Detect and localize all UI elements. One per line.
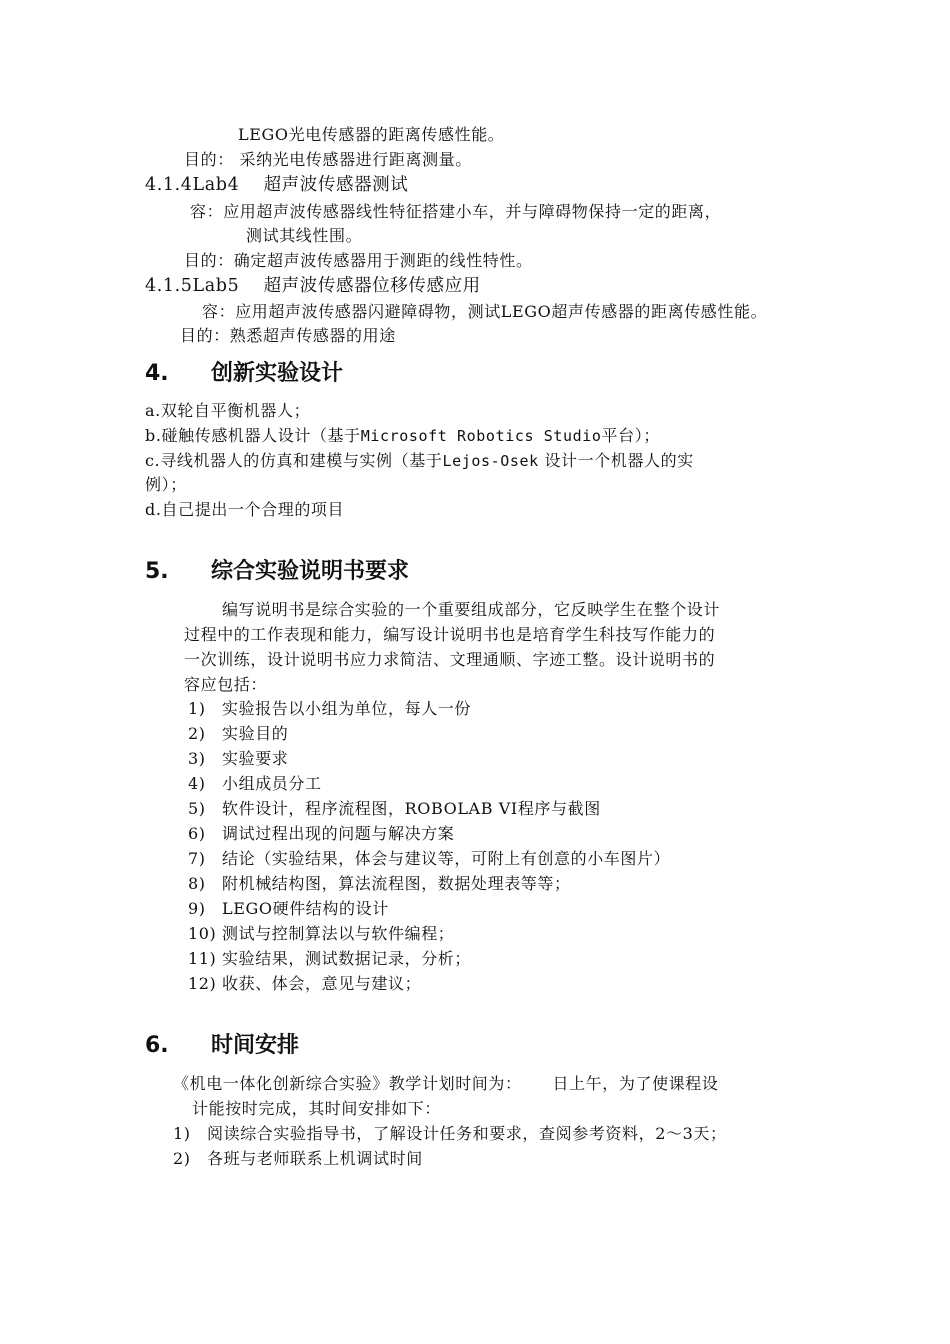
spec-list-item: 7) 结论（实验结果，体会与建议等，可附上有创意的小车图片） [188, 849, 671, 868]
spec-list-item: 12) 收获、体会，意见与建议； [188, 974, 422, 993]
schedule-list-item: 1) 阅读综合实验指导书，了解设计任务和要求，查阅参考资料，2～3天； [173, 1124, 727, 1143]
section-5-heading [145, 559, 409, 585]
innovation-item-b: b.碰触传感机器人设计（基于Microsoft Robotics Studio平台）； [145, 426, 660, 445]
spec-list-item: 6) 调试过程出现的问题与解决方案 [188, 824, 455, 843]
spec-list-item: 8) 附机械结构图，算法流程图，数据处理表等等； [188, 874, 571, 893]
section-6-number: 6. [145, 1033, 169, 1058]
spec-list-item: 4) 小组成员分工 [188, 774, 322, 793]
spec-list-item: 2) 实验目的 [188, 724, 289, 743]
lab3-purpose: 目的： 采纳光电传感器进行距离测量。 [184, 150, 472, 169]
spec-list-item: 10) 测试与控制算法以与软件编程； [188, 924, 455, 943]
innovation-item-a: a.双轮自平衡机器人； [145, 401, 311, 420]
spec-list-item: 11) 实验结果，测试数据记录，分析； [188, 949, 472, 968]
spec-list-item: 3) 实验要求 [188, 749, 289, 768]
section-5-title: 综合实验说明书要求 [211, 559, 410, 584]
innovation-item-c-line2: 例）； [145, 475, 187, 494]
spec-paragraph-line4: 容应包括： [184, 675, 268, 694]
spec-paragraph-line1: 编写说明书是综合实验的一个重要组成部分，它反映学生在整个设计 [222, 600, 721, 619]
lab3-content-continuation: LEGO光电传感器的距离传感性能。 [238, 125, 505, 144]
lab4-title: 4.1.4Lab4 超声波传感器测试 [145, 175, 409, 195]
lab4-content-line1: 容：应用超声波传感器线性特征搭建小车，并与障碍物保持一定的距离， [190, 202, 722, 221]
innovation-item-c-line1: c.寻线机器人的仿真和建模与实例（基于Lejos-Osek 设计一个机器人的实 [145, 451, 694, 470]
lab4-purpose: 目的：确定超声波传感器用于测距的线性特性。 [184, 251, 533, 270]
lab5-purpose: 目的：熟悉超声传感器的用途 [180, 326, 396, 345]
section-4-title: 创新实验设计 [211, 361, 344, 386]
spec-paragraph-line3: 一次训练，设计说明书应力求简洁、文理通顺、字迹工整。设计说明书的 [184, 650, 716, 669]
schedule-paragraph-line1: 《机电一体化创新综合实验》教学计划时间为： 日上午，为了使课程设 [173, 1074, 719, 1093]
spec-list-item: 5) 软件设计，程序流程图，ROBOLAB VI程序与截图 [188, 799, 601, 818]
schedule-list-item: 2) 各班与老师联系上机调试时间 [173, 1149, 423, 1168]
section-6-heading [145, 1033, 299, 1059]
spec-list-item: 9) LEGO硬件结构的设计 [188, 899, 389, 918]
section-4-heading [145, 361, 343, 387]
schedule-paragraph-line2: 计能按时完成，其时间安排如下： [192, 1099, 442, 1118]
lab5-content: 容：应用超声波传感器闪避障碍物，测试LEGO超声传感器的距离传感性能。 [202, 302, 768, 321]
section-6-title: 时间安排 [211, 1033, 300, 1058]
section-5-number: 5. [145, 559, 169, 584]
spec-list-item: 1) 实验报告以小组为单位，每人一份 [188, 699, 472, 718]
section-4-number: 4. [145, 361, 169, 386]
spec-paragraph-line2: 过程中的工作表现和能力，编写设计说明书也是培育学生科技写作能力的 [184, 625, 716, 644]
lab4-content-line2: 测试其线性围。 [246, 226, 363, 245]
lab5-title: 4.1.5Lab5 超声波传感器位移传感应用 [145, 276, 481, 296]
innovation-item-d: d.自己提出一个合理的项目 [145, 500, 345, 519]
